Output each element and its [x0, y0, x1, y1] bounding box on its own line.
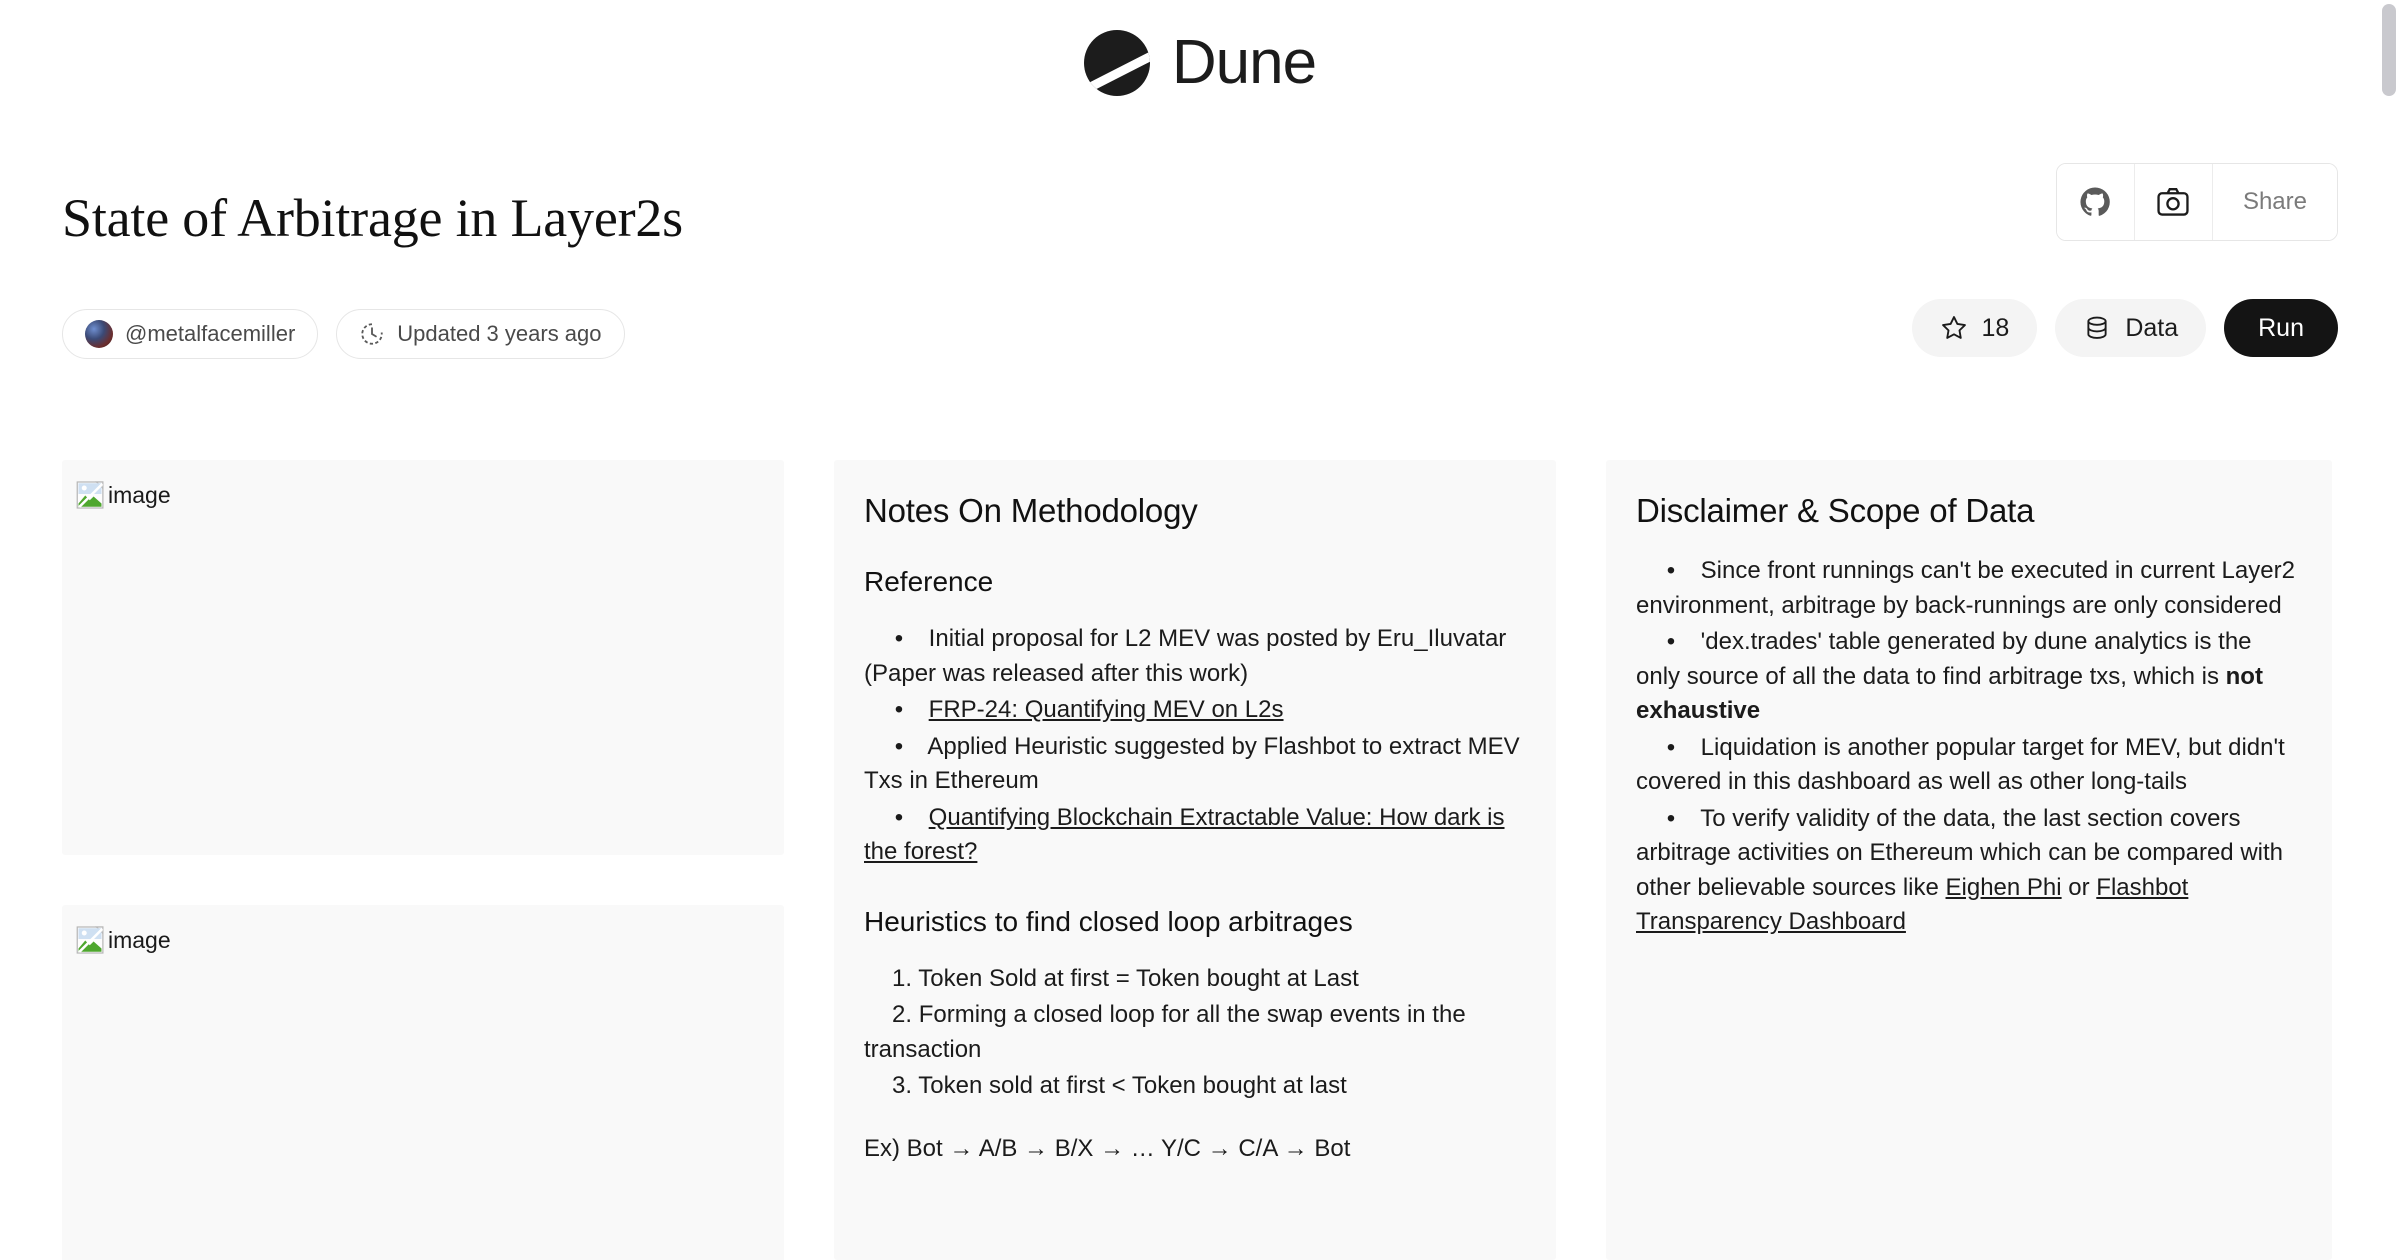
avatar — [85, 320, 113, 348]
broken-image-icon — [76, 480, 106, 510]
reference-list — [864, 622, 1526, 870]
reference-link-qbev[interactable]: Quantifying Blockchain Extractable Value: How dark is the forest? — [864, 803, 1505, 866]
disclaimer-emphasis: not exhaustive — [1636, 662, 2263, 725]
heuristic-text: Token sold at first < Token bought at last — [918, 1072, 1347, 1100]
disclaimer-card — [1606, 460, 2332, 1260]
heuristics-heading: Heuristics to find closed loop arbitrages — [864, 905, 1353, 937]
clock-icon — [359, 321, 385, 347]
author-pill[interactable] — [62, 309, 318, 359]
dashboard-grid — [62, 460, 2338, 1260]
database-icon — [2083, 314, 2111, 342]
column-left — [62, 460, 784, 1260]
page-title: State of Arbitrage in Layer2s — [62, 188, 684, 248]
dashboard-actions — [1912, 299, 2339, 357]
link-flashbot-transparency-dashboard[interactable]: Flashbot Transparency Dashboard — [1636, 873, 2189, 936]
data-button-label: Data — [2125, 313, 2179, 342]
broken-image-1 — [76, 480, 770, 510]
github-button[interactable] — [2057, 164, 2135, 240]
list-item — [864, 1069, 1526, 1104]
heuristic-text: Forming a closed loop for all the swap events in the transaction — [864, 1001, 1466, 1063]
link-eighen-phi[interactable]: Eighen Phi — [1945, 873, 2062, 901]
broken-image-alt-1: image — [108, 481, 171, 508]
list-item — [1636, 554, 2302, 623]
github-icon — [2078, 185, 2112, 219]
star-icon — [1940, 314, 1968, 342]
broken-image-alt-2: image — [108, 926, 171, 953]
list-item — [864, 693, 1526, 728]
brand-header — [0, 0, 2400, 125]
list-item — [864, 622, 1526, 691]
run-button-label: Run — [2258, 313, 2304, 342]
page-scrollbar[interactable] — [2382, 4, 2396, 1256]
list-item — [864, 962, 1526, 997]
example-line: Ex) Bot → A/B → B/X → … Y/C → C/A → Bot — [864, 1135, 1351, 1163]
run-button[interactable] — [2224, 299, 2338, 357]
reference-link-frp24[interactable]: FRP-24: Quantifying MEV on L2s — [928, 696, 1284, 724]
camera-icon — [2156, 187, 2190, 217]
disclaimer-text: or — [2061, 873, 2097, 901]
dashboard-header — [0, 187, 2400, 359]
disclaimer-list — [1636, 554, 2302, 940]
updated-pill — [336, 309, 624, 359]
visualization-card-1 — [62, 460, 784, 855]
share-button-label: Share — [2242, 188, 2307, 215]
heuristic-text: Token Sold at first = Token bought at Last — [918, 964, 1359, 992]
list-item — [1636, 625, 2302, 729]
list-item — [864, 998, 1526, 1067]
disclaimer-text: 'dex.trades' table generated by dune analytics is the only source of all the data to find arbitrage txs, which is — [1636, 628, 2252, 690]
star-count: 18 — [1981, 313, 2010, 342]
column-right — [1606, 460, 2332, 1260]
disclaimer-text: To verify validity of the data, the last section covers arbitrage activities on Ethereum which can be compared with other believable sources like — [1636, 804, 2283, 901]
visualization-card-2 — [62, 905, 784, 1260]
list-item — [864, 730, 1526, 799]
author-name: @metalfacemiller — [125, 321, 296, 346]
screenshot-button[interactable] — [2135, 164, 2213, 240]
list-item — [864, 801, 1526, 870]
share-button[interactable] — [2213, 164, 2337, 240]
brand-name: Dune — [1171, 28, 1317, 97]
data-button[interactable] — [2055, 299, 2206, 357]
broken-image-icon — [76, 925, 106, 955]
reference-item-text: Initial proposal for L2 MEV was posted by Eru_Iluvatar (Paper was released after this work) — [864, 625, 1507, 687]
disclaimer-text: Since front runnings can't be executed in current Layer2 environment, arbitrage by back-runnings are only considered — [1636, 557, 2295, 619]
list-item — [1636, 802, 2302, 940]
notes-card — [834, 460, 1556, 1260]
reference-item-text: Applied Heuristic suggested by Flashbot to extract MEV Txs in Ethereum — [864, 732, 1520, 795]
scrollbar-thumb[interactable] — [2382, 4, 2396, 96]
disclaimer-text: Liquidation is another popular target for MEV, but didn't covered in this dashboard as well as other long-tails — [1636, 733, 2285, 796]
star-button[interactable] — [1912, 299, 2038, 357]
heuristics-list — [864, 962, 1526, 1104]
notes-card-title: Notes On Methodology — [864, 492, 1198, 529]
list-item — [1636, 731, 2302, 800]
disclaimer-card-title: Disclaimer & Scope of Data — [1636, 492, 2035, 529]
share-button-group — [2056, 163, 2338, 241]
broken-image-2 — [76, 925, 770, 955]
reference-heading: Reference — [864, 566, 994, 597]
column-middle — [834, 460, 1556, 1260]
dune-logo-icon — [1084, 30, 1150, 96]
updated-label: Updated 3 years ago — [397, 321, 602, 346]
